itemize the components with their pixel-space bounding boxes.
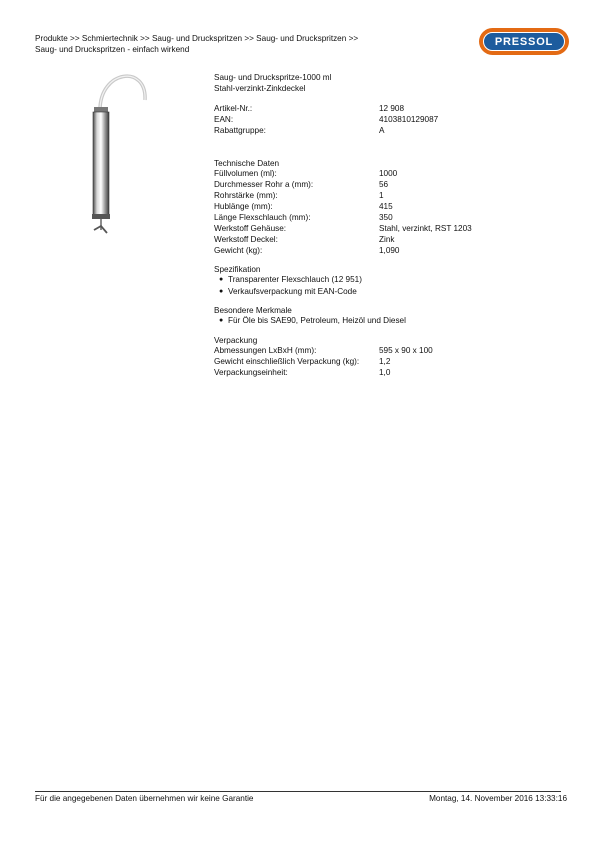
specification xyxy=(214,265,564,297)
packaging xyxy=(214,336,564,378)
packaging-row: Gewicht einschließlich Verpackung (kg): 1,2 xyxy=(214,356,391,366)
product-details xyxy=(214,72,564,378)
packaging-row: Abmessungen LxBxH (mm): 595 x 90 x 100 xyxy=(214,345,433,355)
list-item: ● Transparenter Flexschlauch (12 951) xyxy=(219,275,362,284)
section-heading: Verpackung xyxy=(214,335,258,345)
spec-row: Füllvolumen (ml): 1000 xyxy=(214,169,398,178)
spec-row: Gewicht (kg): 1,090 xyxy=(214,246,400,255)
product-subtitle: Stahl-verzinkt-Zinkdeckel xyxy=(214,84,306,93)
identifiers xyxy=(214,103,564,136)
id-row: EAN: 4103810129087 xyxy=(214,115,439,124)
spec-row: Länge Flexschlauch (mm): 350 xyxy=(214,213,393,222)
footer-disclaimer: Für die angegebenen Daten übernehmen wir keine Garantie xyxy=(35,794,254,803)
pressol-logo xyxy=(479,28,569,55)
footer-timestamp: Montag, 14. November 2016 13:33:16 xyxy=(429,794,567,803)
spec-row: Hublänge (mm): 415 xyxy=(214,202,393,211)
special-features xyxy=(214,306,564,327)
footer-divider xyxy=(35,791,561,792)
bullet-icon: ● xyxy=(219,317,224,324)
bullet-icon: ● xyxy=(219,276,224,283)
spec-row: Rohrstärke (mm): 1 xyxy=(214,191,384,200)
packaging-row: Verpackungseinheit: 1,0 xyxy=(214,367,391,377)
technical-data xyxy=(214,159,564,256)
pump-syringe-icon xyxy=(82,70,162,240)
spec-row: Durchmesser Rohr a (mm): 56 xyxy=(214,180,389,189)
section-heading: Spezifikation xyxy=(214,265,261,274)
list-item: ● Für Öle bis SAE90, Petroleum, Heizöl und Diesel xyxy=(219,316,406,325)
id-row: Rabattgruppe: A xyxy=(214,126,385,135)
bullet-icon: ● xyxy=(219,287,224,295)
breadcrumb-line-1[interactable]: Produkte >> Schmiertechnik >> Saug- und Druckspritzen >> Saug- und Druckspritzen >> xyxy=(35,34,359,43)
section-heading: Besondere Merkmale xyxy=(214,306,292,315)
breadcrumb xyxy=(35,33,435,55)
id-row: Artikel-Nr.: 12 908 xyxy=(214,104,405,113)
logo-text: PRESSOL xyxy=(483,32,565,51)
spec-row: Werkstoff Gehäuse: Stahl, verzinkt, RST 1203 xyxy=(214,224,472,233)
section-heading: Technische Daten xyxy=(214,159,280,168)
product-title: Saug- und Druckspritze-1000 ml xyxy=(214,73,332,82)
list-item: ● Verkaufsverpackung mit EAN-Code xyxy=(219,286,357,296)
spec-row: Werkstoff Deckel: Zink xyxy=(214,235,395,244)
breadcrumb-line-2[interactable]: Saug- und Druckspritzen - einfach wirkend xyxy=(35,45,190,54)
